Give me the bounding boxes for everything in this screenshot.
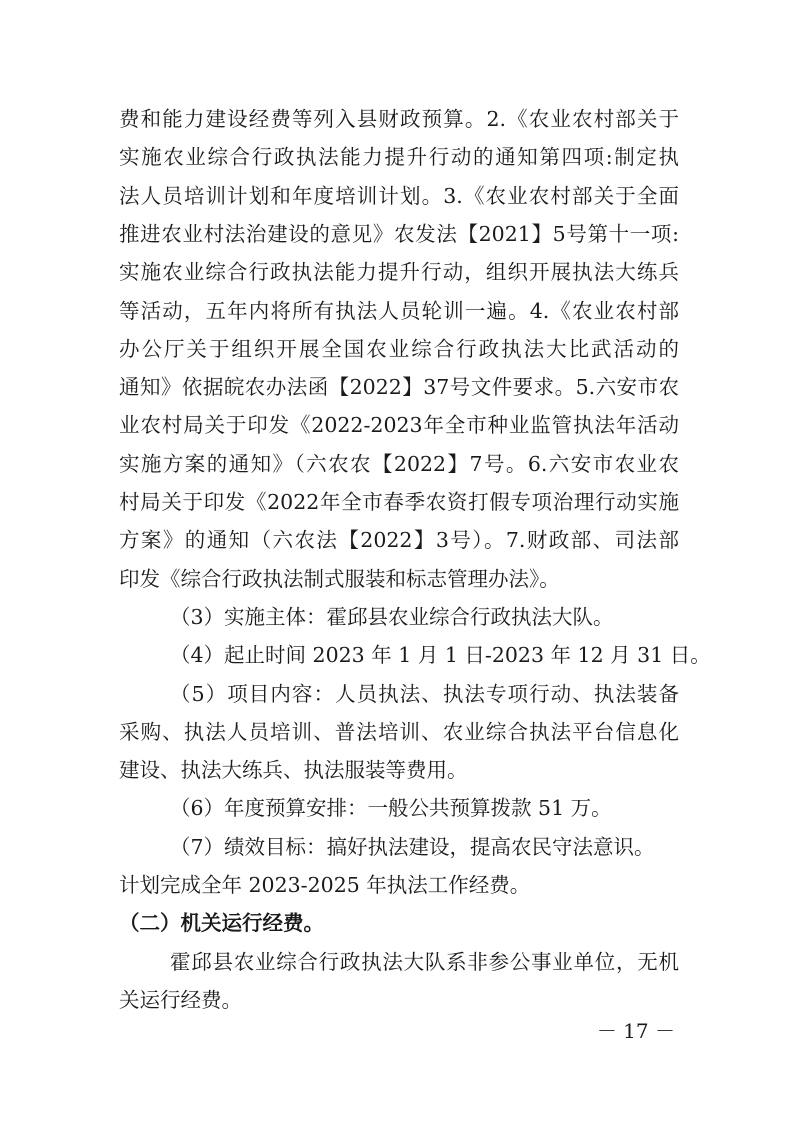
paragraph-line: 方案》的通知（六农法【2022】3号）。7.财政部、司法部 xyxy=(119,528,679,553)
paragraph-line: 通知》依据皖农办法函【2022】37号文件要求。5.六安市农 xyxy=(119,375,679,400)
implementing-body-line: （3）实施主体：霍邱县农业综合行政执法大队。 xyxy=(170,604,614,629)
paragraph-line: 业农村局关于印发《2022-2023年全市种业监管执法年活动 xyxy=(119,413,679,438)
paragraph-line: 印发《综合行政执法制式服装和标志管理办法》。 xyxy=(119,566,560,591)
performance-goal-line: （7）绩效目标：搞好执法建设，提高农民守法意识。 xyxy=(170,834,655,859)
paragraph-line: 办公厅关于组织开展全国农业综合行政执法大比武活动的 xyxy=(119,336,679,361)
paragraph-line: 关运行经费。 xyxy=(119,987,242,1012)
paragraph-line: 费和能力建设经费等列入县财政预算。2.《农业农村部关于 xyxy=(119,107,679,131)
paragraph-line: 实施农业综合行政执法能力提升行动，组织开展执法大练兵 xyxy=(119,260,679,285)
paragraph-line: 计划完成全年 2023-2025 年执法工作经费。 xyxy=(119,873,531,897)
paragraph-line: 等活动，五年内将所有执法人员轮训一遍。4.《农业农村部 xyxy=(119,298,679,323)
time-period-line: （4）起止时间 2023 年 1 月 1 日-2023 年 12 月 31 日。 xyxy=(170,643,711,668)
paragraph-line: 实施农业综合行政执法能力提升行动的通知第四项:制定执 xyxy=(119,145,679,170)
paragraph-line: 霍邱县农业综合行政执法大队系非参公事业单位，无机 xyxy=(170,949,679,974)
paragraph-line: 采购、执法人员培训、普法培训、农业综合执法平台信息化 xyxy=(119,719,679,744)
page-number: － 17 － xyxy=(596,1019,675,1043)
paragraph-line: 法人员培训计划和年度培训计划。3.《农业农村部关于全面 xyxy=(119,183,679,208)
paragraph-line: 推进农业村法治建设的意见》农发法【2021】5号第十一项: xyxy=(119,221,679,246)
project-content-line: （5）项目内容：人员执法、执法专项行动、执法装备 xyxy=(170,681,679,706)
section-heading: （二）机关运行经费。 xyxy=(119,911,324,936)
paragraph-line: 建设、执法大练兵、执法服装等费用。 xyxy=(119,758,468,783)
paragraph-line: 实施方案的通知》（六农农【2022】7号。6.六安市农业农 xyxy=(119,451,679,476)
paragraph-line: 村局关于印发《2022年全市春季农资打假专项治理行动实施 xyxy=(119,490,679,514)
budget-line: （6）年度预算安排：一般公共预算拨款 51 万。 xyxy=(170,796,612,821)
